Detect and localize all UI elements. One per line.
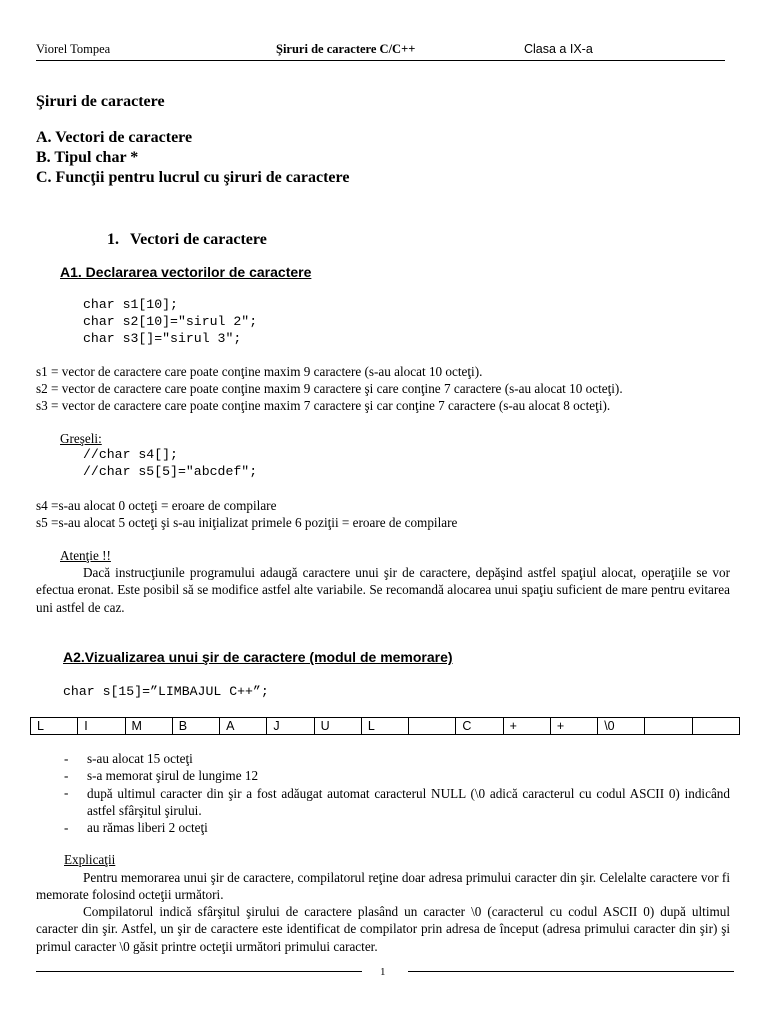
attention-label: Atenţie !! xyxy=(60,548,111,563)
header-class: Clasa a IX-a xyxy=(524,42,593,56)
a1-code-line: char s3[]="sirul 3"; xyxy=(83,331,242,346)
explanations-label: Explicaţii xyxy=(64,852,116,867)
memory-cell: C xyxy=(456,718,503,735)
memory-cell xyxy=(409,718,456,735)
memory-cell: M xyxy=(125,718,172,735)
section-number: 1. xyxy=(107,231,119,248)
memory-cell: L xyxy=(31,718,78,735)
document-title: Şiruri de caractere xyxy=(36,93,165,110)
header-author: Viorel Tompea xyxy=(36,42,111,56)
bullet-dash: - xyxy=(64,785,69,800)
toc-item-b: B. Tipul char * xyxy=(36,149,139,166)
errors-explanation: s5 =s-au alocat 5 octeţi şi s-au iniţializat primele 6 poziţii = eroare de compilare xyxy=(36,515,458,530)
memory-cell: J xyxy=(267,718,314,735)
memory-cell xyxy=(645,718,692,735)
a2-code-line: char s[15]=”LIMBAJUL C++”; xyxy=(63,684,269,699)
a1-code-line: char s2[10]="sirul 2"; xyxy=(83,314,258,329)
page-number: 1 xyxy=(380,966,386,978)
a1-explanation: s3 = vector de caractere care poate conţine maxim 7 caractere şi car conţine 7 caractere (s-au alocat 8 octeţi). xyxy=(36,398,611,413)
bullet-text: s-au alocat 15 octeţi xyxy=(87,751,193,766)
memory-cell: + xyxy=(503,718,550,735)
bullet-dash: - xyxy=(64,751,69,766)
memory-cell: U xyxy=(314,718,361,735)
section-title: Vectori de caractere xyxy=(130,231,267,248)
footer-rule-left xyxy=(36,971,362,972)
errors-code-line: //char s4[]; xyxy=(83,447,178,462)
memory-cell: \0 xyxy=(598,718,645,735)
explanations-paragraph: Pentru memorarea unui şir de caractere, compilatorul reţine doar adresa primului caracter din şir. Celelalte caractere vor fi memorate folosind octeţii următori. xyxy=(36,870,730,903)
attention-paragraph: Dacă instrucţiunile programului adaugă caractere unui şir de caractere, depăşind astfel spaţiul alocat, operaţiile se vor efectua eronat. Este posibil să se modifice astfel alte variabile. Se recomandă alocarea unui spaţiu suficient de mare pentru evitarea uni astfel de caz. xyxy=(36,565,730,615)
bullet-text: după ultimul caracter din şir a fost adăugat automat caracterul NULL (\0 adică caracterul cu codul ASCII 0) indicând astfel sfârşitul şirului. xyxy=(87,786,730,819)
toc-item-c: C. Funcţii pentru lucrul cu şiruri de caractere xyxy=(36,169,350,186)
errors-label: Greşeli: xyxy=(60,431,102,446)
memory-cell: A xyxy=(220,718,267,735)
memory-cell: B xyxy=(172,718,219,735)
a1-code-line: char s1[10]; xyxy=(83,297,178,312)
bullet-text: au rămas liberi 2 octeţi xyxy=(87,820,208,835)
a2-heading: A2.Vizualizarea unui şir de caractere (modul de memorare) xyxy=(63,649,453,665)
explanations-paragraph: Compilatorul indică sfârşitul şirului de caractere plasând un caracter \0 (caracterul cu codul ASCII 0) după ultimul caracter din şir. Astfel, un şir de caractere este identificat de compilator prin adresa de început (adresa primului caracter din şir) şi primul caracter \0 găsit printre octeţii următori primului caracter. xyxy=(36,904,730,954)
memory-cell: + xyxy=(550,718,597,735)
memory-cell: L xyxy=(361,718,408,735)
errors-code-line: //char s5[5]="abcdef"; xyxy=(83,464,258,479)
bullet-text: s-a memorat şirul de lungime 12 xyxy=(87,768,259,783)
memory-cell: I xyxy=(78,718,125,735)
bullet-dash: - xyxy=(64,768,69,783)
memory-cell xyxy=(692,718,739,735)
bullet-dash: - xyxy=(64,820,69,835)
header-title: Şiruri de caractere C/C++ xyxy=(276,42,416,56)
footer-rule-right xyxy=(408,971,734,972)
a1-heading: A1. Declararea vectorilor de caractere xyxy=(60,264,312,280)
header-rule xyxy=(36,60,725,61)
errors-explanation: s4 =s-au alocat 0 octeţi = eroare de compilare xyxy=(36,498,277,513)
memory-row xyxy=(31,718,740,735)
a1-explanation: s1 = vector de caractere care poate conţine maxim 9 caractere (s-au alocat 10 octeţi). xyxy=(36,364,483,379)
toc-item-a: A. Vectori de caractere xyxy=(36,129,193,146)
a1-explanation: s2 = vector de caractere care poate conţine maxim 9 caractere şi care conţine 7 caractere (s-au alocat 10 octeţi). xyxy=(36,381,623,396)
memory-table xyxy=(30,717,740,735)
